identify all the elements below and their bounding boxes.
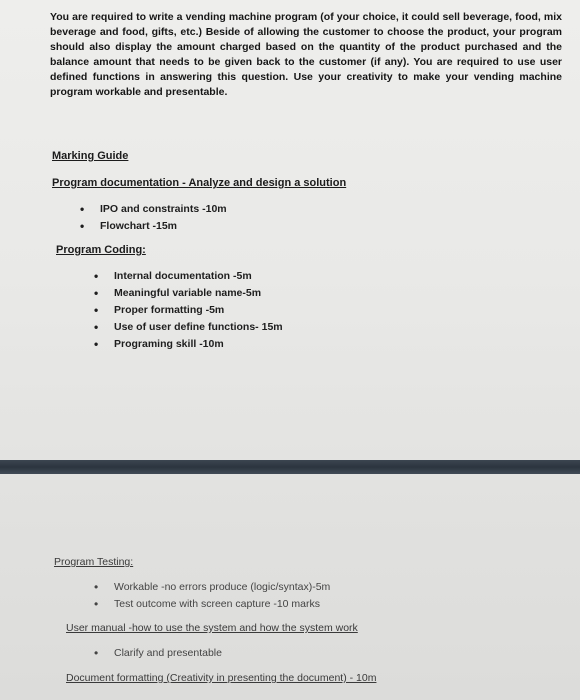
program-documentation-heading: Program documentation - Analyze and design a solution [52, 177, 347, 189]
program-testing-list [94, 579, 330, 613]
program-coding-list [94, 268, 283, 353]
list-item: • Meaningful variable name-5m [94, 285, 283, 302]
document-formatting-heading: Document formatting (Creativity in presenting the document) - 10m [66, 672, 377, 684]
assignment-description: You are required to write a vending machine program (of your choice, it could sell beverage, food, mix beverage and food, gifts, etc.) Beside of allowing the customer to choose the product, your program should also display the amount charged based on the quantity of the product purchased and the balance amount that needs to be given back to the customer (if any). You are required to use user defined functions in answering this question. Use your creativity to make your vending machine program workable and presentable. [50, 11, 562, 98]
list-item: • Use of user define functions- 15m [94, 319, 283, 336]
list-item: • Clarify and presentable [94, 645, 222, 662]
list-item: • Flowchart -15m [80, 218, 227, 235]
list-item: • Proper formatting -5m [94, 302, 283, 319]
program-testing-heading: Program Testing: [54, 556, 134, 568]
page-divider-band [0, 460, 580, 474]
list-item: • IPO and constraints -10m [80, 201, 227, 218]
program-documentation-list [80, 201, 227, 235]
list-item: • Programing skill -10m [94, 336, 283, 353]
program-coding-heading: Program Coding: [56, 244, 146, 256]
marking-guide-heading: Marking Guide [52, 150, 129, 162]
user-manual-heading: User manual -how to use the system and how the system work [66, 622, 358, 634]
list-item: • Internal documentation -5m [94, 268, 283, 285]
list-item: • Test outcome with screen capture -10 marks [94, 596, 330, 613]
user-manual-list [94, 645, 222, 662]
list-item: • Workable -no errors produce (logic/syntax)-5m [94, 579, 330, 596]
